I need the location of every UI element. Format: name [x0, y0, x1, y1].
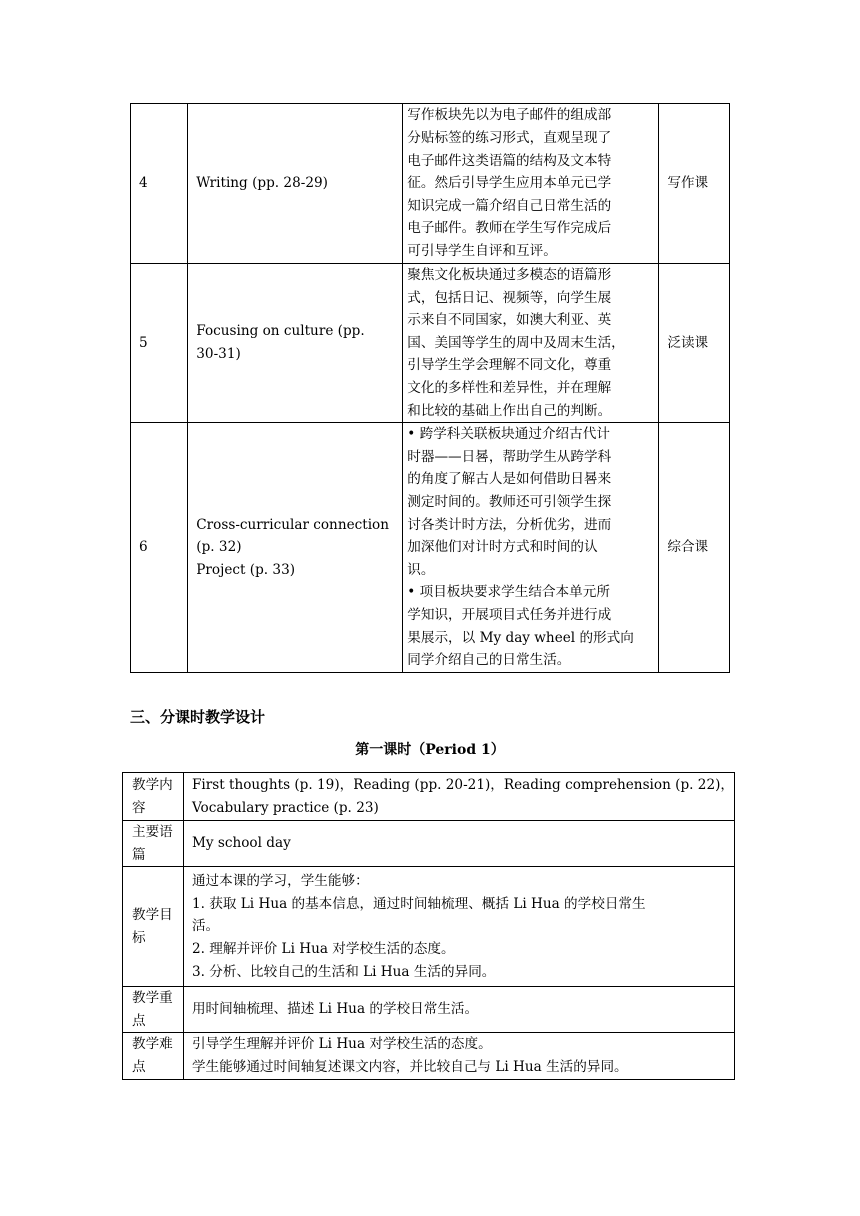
period-number-cell: 6: [131, 423, 188, 673]
table-row: [123, 821, 735, 867]
description-cell: [403, 423, 659, 673]
text-line: 可引导学生自评和互评。: [407, 242, 557, 259]
row-content-cell: [183, 1033, 734, 1079]
period-design-body: [123, 773, 735, 1080]
text-line: 同学介绍自己的日常生活。: [407, 652, 571, 669]
text-line: • 跨学科关联板块通过介绍古代计: [407, 426, 610, 443]
text-line: 讨各类计时方法，分析优劣，进而: [407, 516, 612, 533]
lesson-type-cell: 泛读课: [659, 264, 730, 423]
table-row: [131, 104, 730, 264]
text-line: 加深他们对计时方式和时间的认: [407, 539, 598, 556]
row-label-cell: 教学目标: [123, 867, 184, 987]
lesson-type-cell: 综合课: [659, 423, 730, 673]
description-cell: [403, 264, 659, 423]
text-line: 用时间轴梳理、描述 Li Hua 的学校日常生活。: [191, 1001, 479, 1018]
row-content-cell: [183, 987, 734, 1033]
text-line: 测定时间的。教师还可引领学生探: [407, 493, 612, 510]
lesson-type-cell: 写作课: [659, 104, 730, 264]
text-line: 3. 分析、比较自己的生活和 Li Hua 生活的异同。: [191, 963, 496, 980]
period-number-cell: 5: [131, 264, 188, 423]
text-line: 知识完成一篇介绍自己日常生活的: [407, 197, 612, 214]
text-line: 引导学生学会理解不同文化，尊重: [407, 357, 612, 374]
section-title-cell: [188, 264, 403, 423]
section-heading: 三、分课时教学设计: [130, 708, 266, 726]
text-line: 通过本课的学习，学生能够：: [191, 873, 369, 890]
text-line: 1. 获取 Li Hua 的基本信息，通过时间轴梳理、概括 Li Hua 的学校日常生: [191, 895, 646, 912]
period-title: 第一课时（Period 1）: [355, 742, 505, 758]
table-row: [131, 423, 730, 673]
text-line: 活。: [191, 918, 220, 935]
row-content-cell: [183, 773, 734, 821]
period-design-table: [122, 772, 735, 1080]
section-title-cell: [188, 423, 403, 673]
text-line: 学知识，开展项目式任务并进行成: [407, 606, 612, 623]
text-line: 电子邮件这类语篇的结构及文本特: [407, 152, 612, 169]
text-line: 示来自不同国家，如澳大利亚、英: [407, 312, 612, 329]
text-line: 电子邮件。教师在学生写作完成后: [407, 220, 612, 237]
table-row: [123, 987, 735, 1033]
text-line: Focusing on culture (pp.: [196, 323, 365, 340]
text-line: 征。然后引导学生应用本单元已学: [407, 175, 612, 192]
table-row: [123, 773, 735, 821]
text-line: 30-31): [196, 346, 241, 363]
text-line: 分贴标签的练习形式，直观呈现了: [407, 130, 612, 147]
text-line: 写作板块先以为电子邮件的组成部: [407, 107, 612, 124]
text-line: 文化的多样性和差异性，并在理解: [407, 379, 612, 396]
table-row: [123, 1033, 735, 1079]
table-row: [123, 867, 735, 987]
unit-periods-table: [130, 103, 730, 673]
table-row: [131, 264, 730, 423]
row-label-cell: 主要语篇: [123, 821, 184, 867]
row-content-cell: [183, 821, 734, 867]
text-line: 式，包括日记、视频等，向学生展: [407, 289, 612, 306]
text-line: 果展示，以 My day wheel 的形式向: [407, 629, 634, 646]
text-line: 识。: [407, 561, 435, 578]
text-line: 引导学生理解并评价 Li Hua 对学校生活的态度。: [191, 1036, 492, 1053]
text-line: 和比较的基础上作出自己的判断。: [407, 402, 612, 419]
text-line: 学生能够通过时间轴复述课文内容，并比较自己与 Li Hua 生活的异同。: [191, 1058, 628, 1075]
text-line: • 项目板块要求学生结合本单元所: [407, 584, 610, 601]
unit-periods-body: [131, 104, 730, 673]
row-label-cell: 教学重点: [123, 987, 184, 1033]
text-line: First thoughts (p. 19)，Reading (pp. 20-21)，Reading comprehension (p. 22)，: [191, 776, 734, 793]
text-line: (p. 32): [196, 539, 242, 556]
text-line: My school day: [191, 835, 291, 852]
text-line: Cross-curricular connection: [196, 516, 389, 533]
text-line: Project (p. 33): [196, 561, 296, 578]
text-line: 的角度了解古人是如何借助日晷来: [407, 471, 612, 488]
text-line: 聚焦文化板块通过多模态的语篇形: [407, 267, 612, 283]
text-line: 2. 理解并评价 Li Hua 对学校生活的态度。: [191, 940, 455, 957]
text-line: Writing (pp. 28-29): [196, 175, 328, 192]
row-label-cell: 教学难点: [123, 1033, 184, 1079]
text-line: Vocabulary practice (p. 23): [191, 799, 379, 816]
row-label-cell: 教学内容: [123, 773, 184, 821]
text-line: 国、美国等学生的周中及周末生活，: [407, 334, 625, 351]
row-content-cell: [183, 867, 734, 987]
period-number-cell: 4: [131, 104, 188, 264]
section-title-cell: [188, 104, 403, 264]
text-line: 时器——日晷，帮助学生从跨学科: [407, 448, 612, 465]
description-cell: [403, 104, 659, 264]
